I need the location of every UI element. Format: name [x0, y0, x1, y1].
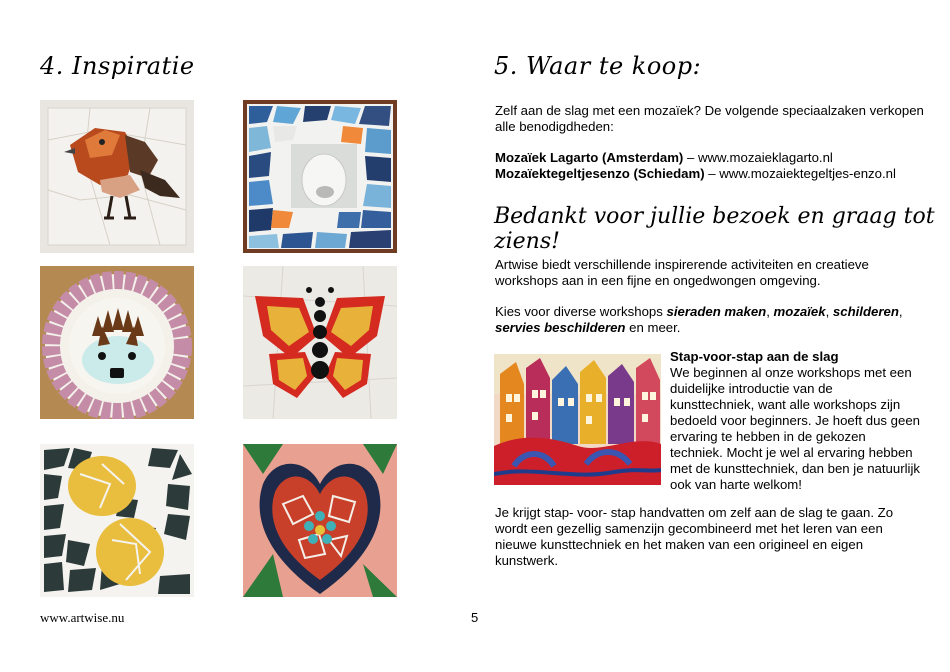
shop-url[interactable]: www.mozaiektegeltjes-enzo.nl [719, 166, 896, 181]
page-number: 5 [471, 610, 479, 625]
kies-comma: , [898, 304, 903, 319]
section-heading-waar-te-koop: 5. Waar te koop: [494, 52, 702, 80]
thank-you-heading: Bedankt voor jullie bezoek en graag tot ziens! [494, 204, 935, 254]
shop-url[interactable]: www.mozaieklagarto.nl [698, 150, 833, 165]
workshops-paragraph [495, 304, 925, 336]
workshop-servies: servies beschilderen [495, 320, 626, 335]
kies-comma: , [766, 304, 774, 319]
kies-prefix: Kies voor diverse workshops [495, 304, 667, 319]
kies-suffix: en meer. [625, 320, 681, 335]
workshop-mozaiek: mozaïek [773, 304, 826, 319]
kies-comma: , [825, 304, 833, 319]
artwise-paragraph: Artwise biedt verschillende inspirerende activiteiten en creatieve workshops aan in een fijne en ongedwongen omgeving. [495, 257, 869, 288]
shop-item [495, 166, 935, 182]
step-by-step-block [670, 349, 920, 493]
shop-name: Mozaïek Lagarto (Amsterdam) [495, 150, 684, 165]
step-by-step-title: Stap-voor-stap aan de slag [670, 349, 839, 364]
footer-website-url: www.artwise.nu [40, 610, 125, 625]
step-by-step-text: We beginnen al onze workshops met een duidelijke introductie van de kunsttechniek, want alle workshops zijn bedoeld voor beginners. Je hoeft dus geen ervaring te hebben in de gekozen techniek. Mocht je wel al ervaring hebben met de kunsttechniek, dan ben je natuurlijk ook van harte welkom! [670, 365, 921, 492]
section-heading-inspiratie: 4. Inspiratie [40, 52, 195, 80]
shop-separator: – [683, 150, 698, 165]
yellow-dark-mosaic-image [40, 444, 194, 597]
robin-mosaic-image [40, 100, 194, 253]
blue-mirror-mosaic-image [243, 100, 397, 253]
amsterdam-painting-image [494, 354, 661, 485]
butterfly-mosaic-image [243, 266, 397, 419]
shop-list [495, 150, 935, 182]
hedgehog-plate-mosaic-image [40, 266, 194, 419]
workshop-sieraden: sieraden maken [666, 304, 767, 319]
heart-mosaic-image [243, 444, 397, 597]
shop-item [495, 150, 935, 166]
workshop-schilderen: schilderen [832, 304, 899, 319]
intro-paragraph: Zelf aan de slag met een mozaïek? De volgende speciaalzaken verkopen alle benodigdheden: [495, 103, 924, 134]
shop-name: Mozaïektegeltjesenzo (Schiedam) [495, 166, 705, 181]
shop-separator: – [704, 166, 720, 181]
outro-paragraph: Je krijgt stap- voor- stap handvatten om zelf aan de slag te gaan. Zo wordt een gezellig samenzijn gecombineerd met het leren van een nieuwe kunsttechniek en het maken van een origineel en eigen kunstwerk. [495, 505, 894, 568]
